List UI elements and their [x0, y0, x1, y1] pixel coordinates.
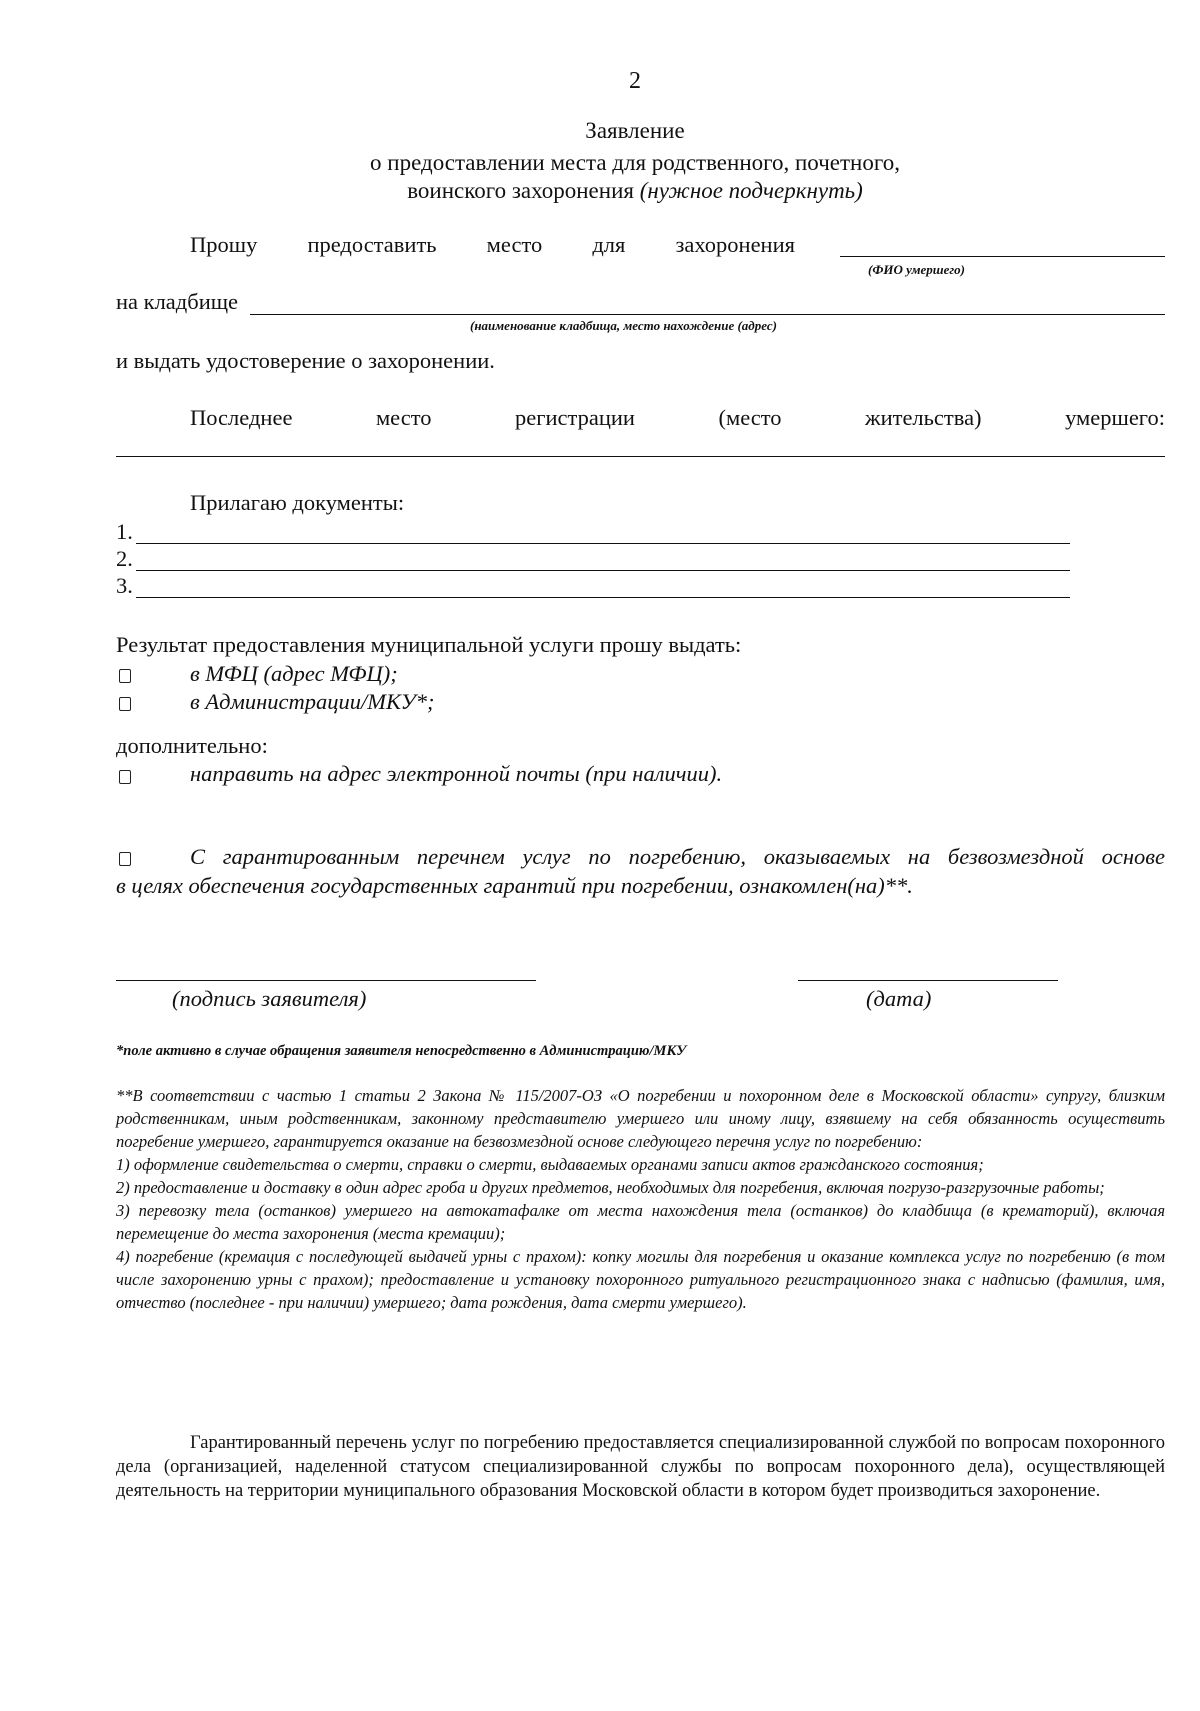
email-checkbox[interactable]	[119, 770, 131, 784]
document-subtitle-line2	[0, 178, 1200, 204]
registration-word: умершего:	[1065, 405, 1165, 430]
registration-field[interactable]	[116, 456, 1165, 457]
cemetery-field[interactable]	[250, 314, 1165, 315]
request-word: для	[592, 232, 626, 257]
administration-checkbox[interactable]	[119, 697, 131, 711]
signature-caption: (подпись заявителя)	[172, 986, 367, 1011]
email-option-label: направить на адрес электронной почты (при наличии).	[190, 761, 723, 786]
additional-label: дополнительно:	[116, 733, 268, 758]
document-subtitle-line1: о предоставлении места для родственного, почетного,	[370, 150, 900, 175]
footnote-item: 2) предоставление и доставку в один адрес гроба и других предметов, необходимых для погребения, включая погрузо-разгрузочные работы;	[116, 1178, 1105, 1197]
document-field-3[interactable]	[136, 597, 1070, 598]
date-field[interactable]	[798, 980, 1058, 981]
documents-label: Прилагаю документы:	[190, 490, 405, 515]
cemetery-caption: (наименование кладбища, место нахождение (адрес)	[470, 318, 777, 333]
closing-section	[116, 1431, 1165, 1503]
document-number: 3.	[116, 573, 133, 598]
acknowledgement-line1: С гарантированным перечнем услуг по погребению, оказываемых на безвозмездной основе	[190, 844, 1165, 869]
mfc-option-label: в МФЦ (адрес МФЦ);	[190, 661, 398, 686]
subtitle-hint: (нужное подчеркнуть)	[639, 178, 863, 203]
result-label: Результат предоставления муниципальной услуги прошу выдать:	[116, 632, 742, 657]
registration-word: Последнее	[190, 405, 293, 430]
registration-line	[190, 405, 1165, 431]
request-word: предоставить	[307, 232, 437, 257]
page-number: 2	[629, 68, 641, 94]
document-field-1[interactable]	[136, 543, 1070, 544]
registration-word: жительства)	[865, 405, 982, 430]
request-line	[190, 232, 795, 258]
document-number: 2.	[116, 546, 133, 571]
footnote-intro: **В соответствии с частью 1 статьи 2 Закона № 115/2007-ОЗ «О погребении и похоронном деле в Московской области» супругу, близким родственникам, иным родственникам, законному представителю умершего или иному лицу, взявшему на себя обязанность осуществить погребение умершего, гарантируется оказание на безвозмездной основе следующего перечня услуг по погребению:	[116, 1086, 1165, 1151]
request-word: захоронения	[675, 232, 795, 257]
date-caption: (дата)	[866, 986, 932, 1011]
registration-word: регистрации	[515, 405, 635, 430]
administration-option-label: в Администрации/МКУ*;	[190, 689, 435, 714]
mfc-checkbox[interactable]	[119, 669, 131, 683]
cemetery-label: на кладбище	[116, 289, 239, 314]
footnote-item: 3) перевозку тела (останков) умершего на автокатафалке от места нахождения тела (останков) до кладбища (в крематорий), включая перемещение до места захоронения (места кремации);	[116, 1201, 1165, 1243]
closing-paragraph: Гарантированный перечень услуг по погребению предоставляется специализированной службой по вопросам похоронного дела (организацией, наделенной статусом специализированной службы по вопросам похоронного дела), осуществляющей деятельность на территории муниципального образования Московской области в котором будет производиться захоронение.	[116, 1433, 1165, 1501]
footnote-administration: *поле активно в случае обращения заявителя непосредственно в Администрацию/МКУ	[116, 1043, 687, 1059]
guarantee-footnote	[116, 1084, 1165, 1314]
acknowledgement-line2: в целях обеспечения государственных гарантий при погребении, ознакомлен(на)**.	[116, 873, 913, 898]
document-title: Заявление	[585, 118, 685, 143]
footnote-item: 4) погребение (кремация с последующей выдачей урны с прахом): копку могилы для погребения и оказание комплекса услуг по погребению (в том числе захоронению урны с прахом); предоставление и установку похоронного ритуального регистрационного знака с надписью (фамилия, имя, отчество (последнее - при наличии) умершего; дата рождения, дата смерти умершего).	[116, 1247, 1165, 1312]
deceased-name-caption: (ФИО умершего)	[868, 262, 965, 277]
certificate-line: и выдать удостоверение о захоронении.	[116, 348, 495, 373]
signature-field[interactable]	[116, 980, 536, 981]
registration-word: (место	[718, 405, 782, 430]
request-word: место	[486, 232, 543, 257]
request-word: Прошу	[190, 232, 258, 257]
acknowledgement-checkbox[interactable]	[119, 852, 131, 866]
registration-word: место	[375, 405, 432, 430]
document-field-2[interactable]	[136, 570, 1070, 571]
document-number: 1.	[116, 519, 133, 544]
subtitle-main: воинского захоронения	[407, 178, 640, 203]
deceased-name-field[interactable]	[840, 256, 1165, 257]
footnote-item: 1) оформление свидетельства о смерти, справки о смерти, выдаваемых органами записи актов гражданского состояния;	[116, 1155, 984, 1174]
